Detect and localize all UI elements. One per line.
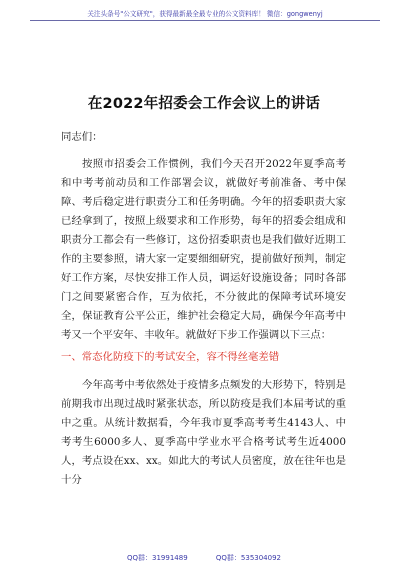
paragraph-1: 按照市招委会工作惯例，我们今天召开2022年夏季高考和中考考前动员和工作部署会议，就做好考前准备、考中保障、考后稳定进行职责分工和任务明确。今年的招委职责大家已经拿到了，按照上级要求和工作形势，每年的招委会组成和职责分工都会有一些修订，这份招委职责也是我们做好近期工作的主要参照，请大家一定要细细研究，提前做好预判，制定好工作方案，尽快安排工作人员，调运好设施设备；同时各部门之间要紧密合作，互为依托，不分彼此的保障考试环境安全，保证教育公平公正，维护社会稳定大局，确保今年高考中考又一个平安年、丰收年。就做好下步工作强调以下三点： xyxy=(61,158,346,341)
document-body xyxy=(61,128,346,493)
footer xyxy=(0,553,408,563)
header-divider xyxy=(30,20,380,21)
footer-qq-group-2: QQ群：535304092 xyxy=(215,554,281,562)
paragraph-2: 今年高考中考依然处于疫情多点频发的大形势下，特别是前期我市出现过战时紧张状态，所以防疫是我们本届考试的重中之重。从统计数据看，今年我市夏季高考考生4143人、中考考生6000多人、夏季高中学业水平合格考试考生近4000人，考点设在xx、xx。如此大的考试人员密度，放在往年也是十分 xyxy=(61,379,346,486)
footer-qq-group-1: QQ群：31991489 xyxy=(127,554,188,562)
document-title: 在2022年招委会工作会议上的讲话 xyxy=(87,95,321,112)
header-banner: 关注头条号"公文研究"，获得最新最全最专业的公文资料库！ 微信：gongwenyj xyxy=(87,10,323,18)
section-1-heading: 一、常态化防疫下的考试安全，容不得丝毫差错 xyxy=(61,351,280,363)
salutation: 同志们： xyxy=(61,131,103,143)
